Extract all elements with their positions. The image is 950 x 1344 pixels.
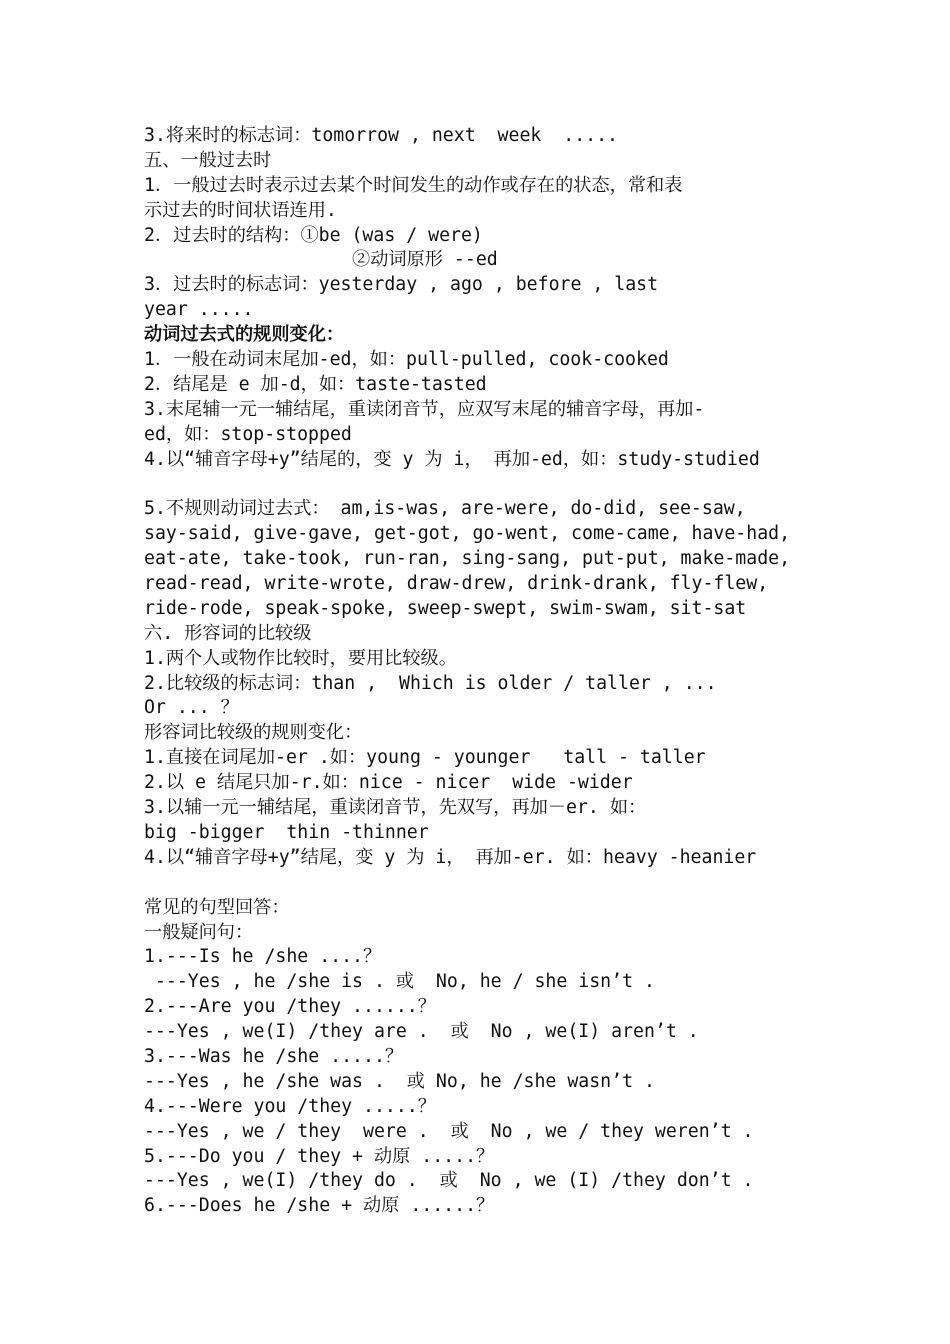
text-line: 3.---Was he /she .....？	[144, 1045, 404, 1067]
text-line: 3．过去时的标志词：yesterday , ago , before , last	[144, 274, 659, 296]
text-line: 1．一般在动词末尾加-ed，如：pull-pulled, cook-cooked	[144, 349, 669, 371]
text-line: 5.---Do you / they + 动原 .....？	[144, 1145, 495, 1167]
text-line: big -bigger thin -thinner	[144, 821, 429, 843]
text-line: ed，如：stop-stopped	[144, 423, 352, 445]
section-heading: 动词过去式的规则变化：	[144, 324, 345, 346]
text-line: ---Yes , we(I) /they are . 或 No , we(I) aren’t .	[144, 1021, 699, 1043]
text-line: ---Yes , he /she is . 或 No, he / she isn’t .	[144, 971, 655, 993]
blank-line	[144, 871, 824, 896]
text-line: 一般疑问句：	[144, 921, 254, 943]
text-line: ---Yes , he /she was . 或 No, he /she wasn’t .	[144, 1070, 655, 1092]
text-line: read-read, write-wrote, draw-drew, drink-drank, fly-flew,	[144, 573, 769, 595]
text-line: ride-rode, speak-spoke, sweep-swept, swim-swam, sit-sat	[144, 597, 747, 619]
text-line: say-said, give-gave, get-got, go-went, come-came, have-had,	[144, 523, 791, 545]
text-line: 2.---Are you /they ......？	[144, 996, 436, 1018]
text-line: year .....	[144, 299, 254, 321]
text-line: ---Yes , we / they were . 或 No , we / they weren’t .	[144, 1120, 754, 1142]
text-line: 6.---Does he /she + 动原 ......？	[144, 1195, 495, 1217]
text-line: 4.以“辅音字母+y”结尾，变 y 为 i， 再加-er. 如：heavy -heanier	[144, 846, 757, 868]
text-line: eat-ate, take-took, run-ran, sing-sang, put-put, make-made,	[144, 548, 791, 570]
text-line: 2．结尾是 e 加-d，如：taste-tasted	[144, 373, 487, 395]
text-line: 3.末尾辅一元一辅结尾，重读闭音节，应双写末尾的辅音字母，再加-	[144, 398, 705, 420]
text-line: 3.以辅一元一辅结尾，重读闭音节，先双写，再加－er. 如：	[144, 797, 647, 819]
text-line: 2.以 e 结尾只加-r.如：nice - nicer wide -wider	[144, 772, 633, 794]
text-line: 示过去的时间状语连用.	[144, 199, 337, 221]
text-line: Or ... ？	[144, 697, 239, 719]
text-line: 五、一般过去时	[144, 149, 272, 171]
text-line: 4.以“辅音字母+y”结尾的，变 y 为 i， 再加-ed，如：study-studied	[144, 448, 760, 470]
text-line: 3.将来时的标志词：tomorrow , next week .....	[144, 125, 618, 146]
blank-line	[144, 472, 824, 497]
text-line: 常见的句型回答：	[144, 896, 290, 918]
text-line: 1．一般过去时表示过去某个时间发生的动作或存在的状态，常和表	[144, 174, 683, 196]
text-line: 2.比较级的标志词：than , Which is older / taller , ...	[144, 672, 717, 694]
text-line: 1.直接在词尾加-er .如：young - younger tall - taller	[144, 747, 706, 769]
text-line: 5.不规则动词过去式： am,is-was, are-were, do-did, see-saw,	[144, 498, 746, 520]
text-line: ②动词原形 --ed	[144, 249, 498, 271]
text-line: 1.两个人或物作比较时，要用比较级。	[144, 647, 457, 669]
text-line: ---Yes , we(I) /they do . 或 No , we (I) /they don’t .	[144, 1170, 754, 1192]
text-line: 1.---Is he /she ....？	[144, 946, 382, 968]
document-page	[144, 124, 824, 1219]
text-line: 4.---Were you /they .....？	[144, 1095, 436, 1117]
text-line: 六. 形容词的比较级	[144, 622, 312, 644]
text-line: 2．过去时的结构：①be (was / were)	[144, 224, 483, 246]
text-line: 形容词比较级的规则变化：	[144, 722, 363, 744]
